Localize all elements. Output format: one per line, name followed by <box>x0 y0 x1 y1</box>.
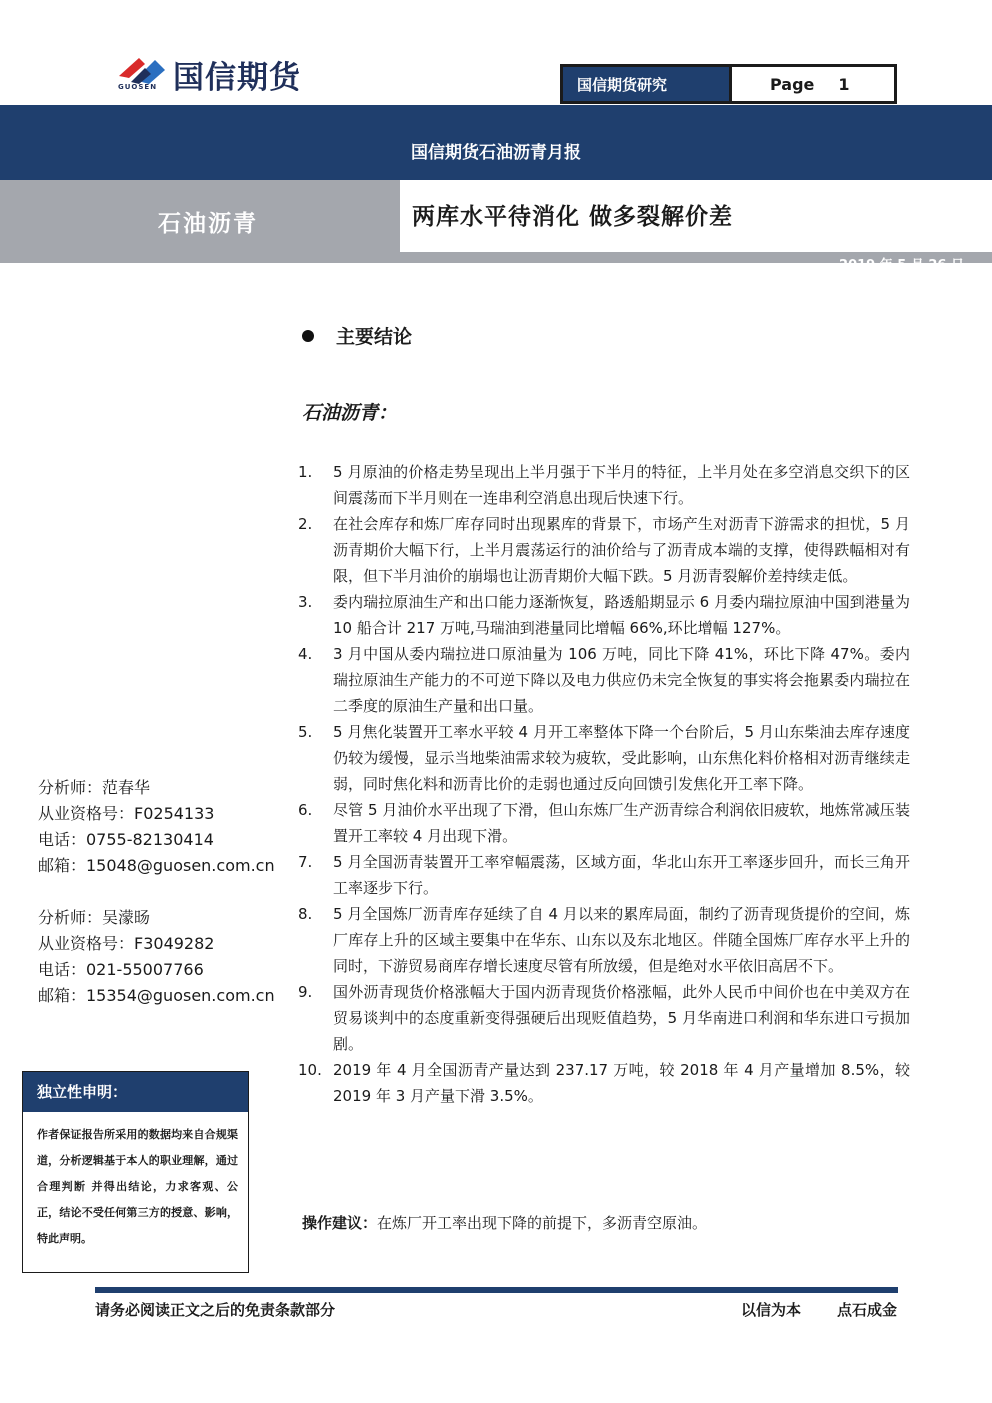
analyst-name: 分析师：范春华 <box>38 778 151 797</box>
page-header-box <box>560 64 897 104</box>
list-item <box>298 979 910 1057</box>
advice-label: 操作建议： <box>302 1214 378 1232</box>
slogan-2: 点石成金 <box>836 1301 897 1319</box>
item-number: 10. <box>298 1061 322 1079</box>
report-headline: 两库水平待消化 做多裂解价差 <box>412 204 734 230</box>
item-number: 5. <box>298 723 313 741</box>
item-text: 委内瑞拉原油生产和出口能力逐渐恢复，路透船期显示 6 月委内瑞拉原油中国到港量为 10 船合计 217 万吨,马瑞油到港量同比增幅 66%,环比增幅 127%。 <box>333 593 910 637</box>
list-item <box>298 797 910 849</box>
list-item <box>298 641 910 719</box>
operation-advice <box>302 1210 707 1236</box>
research-label: 国信期货研究 <box>563 67 729 101</box>
analyst-card <box>38 905 275 1009</box>
logo-text: 国信期货 <box>173 60 301 96</box>
item-number: 6. <box>298 801 313 819</box>
analyst-card <box>38 775 275 879</box>
analyst-phone: 电话：0755-82130414 <box>38 830 214 849</box>
page-number: 1 <box>838 74 850 94</box>
item-text: 2019 年 4 月全国沥青产量达到 237.17 万吨，较 2018 年 4 月产量增加 8.5%，较 2019 年 3 月产量下滑 3.5%。 <box>333 1061 910 1105</box>
page-indicator <box>729 67 894 101</box>
list-item <box>298 589 910 641</box>
slogan-1: 以信为本 <box>740 1301 801 1319</box>
list-item <box>298 511 910 589</box>
company-logo <box>115 50 355 94</box>
list-item <box>298 719 910 797</box>
independence-declaration <box>22 1071 249 1273</box>
item-text: 国外沥青现货价格涨幅大于国内沥青现货价格涨幅，此外人民币中间价也在中美双方在贸易谈判中的态度重新变得强硬后出现贬值趋势，5 月华南进口利润和华东进口亏损加剧。 <box>333 983 910 1053</box>
subsection-title: 石油沥青： <box>302 402 398 424</box>
item-text: 5 月焦化装置开工率水平较 4 月开工率整体下降一个台阶后，5 月山东柴油去库存速度仍较为缓慢，显示当地柴油需求较为疲软，受此影响，山东焦化料价格相对沥青继续走弱，同时焦化料和沥青比价的走弱也通过反向回馈引发焦化开工率下降。 <box>333 723 910 793</box>
report-title: 国信期货石油沥青月报 <box>411 143 581 163</box>
footer-slogan <box>741 1299 897 1320</box>
analyst-name: 分析师：吴濛旸 <box>38 908 151 927</box>
declaration-body: 作者保证报告所采用的数据均来自合规渠道，分析逻辑基于本人的职业理解，通过合理判断 并得出结论，力求客观、公正，结论不受任何第三方的授意、影响，特此声明。 <box>37 1128 238 1245</box>
item-text: 尽管 5 月油价水平出现了下滑，但山东炼厂生产沥青综合利润依旧疲软，地炼常减压装置开工率较 4 月出现下滑。 <box>333 801 910 845</box>
page-label: Page <box>770 74 815 94</box>
item-number: 9. <box>298 983 313 1001</box>
item-number: 8. <box>298 905 313 923</box>
advice-text: 在炼厂开工率出现下降的前提下，多沥青空原油。 <box>377 1214 708 1232</box>
item-number: 4. <box>298 645 313 663</box>
analyst-email: 邮箱：15354@guosen.com.cn <box>38 986 275 1005</box>
item-text: 5 月全国炼厂沥青库存延续了自 4 月以来的累库局面，制约了沥青现货提价的空间，炼厂库存上升的区域主要集中在华东、山东以及东北地区。伴随全国炼厂库存水平上升的同时，下游贸易商库存增长速度尽管有所放缓，但是绝对水平依旧高居不下。 <box>333 905 910 975</box>
list-item <box>298 901 910 979</box>
footer-divider <box>95 1287 898 1293</box>
logo-subtext: GUOSEN <box>118 83 158 91</box>
item-number: 3. <box>298 593 313 611</box>
list-item <box>298 1057 910 1109</box>
item-text: 5 月原油的价格走势呈现出上半月强于下半月的特征，上半月处在多空消息交织下的区间震荡而下半月则在一连串利空消息出现后快速下行。 <box>333 463 910 507</box>
analyst-email: 邮箱：15048@guosen.com.cn <box>38 856 275 875</box>
bullet-icon <box>302 330 314 342</box>
analyst-phone: 电话：021-55007766 <box>38 960 204 979</box>
item-text: 3 月中国从委内瑞拉进口原油量为 106 万吨，同比下降 41%，环比下降 47%。委内瑞拉原油生产能力的不可逆下降以及电力供应仍未完全恢复的事实将会拖累委内瑞拉在二季度的原油生产量和出口量。 <box>333 645 910 715</box>
list-item <box>298 459 910 511</box>
analyst-license: 从业资格号：F0254133 <box>38 804 215 823</box>
section-title: 主要结论 <box>336 326 413 348</box>
declaration-title: 独立性申明： <box>23 1072 248 1112</box>
item-number: 2. <box>298 515 313 533</box>
analyst-license: 从业资格号：F3049282 <box>38 934 215 953</box>
report-date: 2019 年 5 月 26 日 <box>839 258 964 273</box>
item-number: 1. <box>298 463 313 481</box>
item-text: 在社会库存和炼厂库存同时出现累库的背景下，市场产生对沥青下游需求的担忧，5 月沥青期价大幅下行，上半月震荡运行的油价给与了沥青成本端的支撑，使得跌幅相对有限，但下半月油价的崩塌也让沥青期价大幅下跌。5 月沥青裂解价差持续走低。 <box>333 515 910 585</box>
item-text: 5 月全国沥青装置开工率窄幅震荡，区域方面，华北山东开工率逐步回升，而长三角开工率逐步下行。 <box>333 853 910 897</box>
section-heading <box>302 322 412 349</box>
conclusion-list <box>298 459 910 1109</box>
list-item <box>298 849 910 901</box>
sector-label: 石油沥青 <box>158 211 258 237</box>
item-number: 7. <box>298 853 313 871</box>
footer-disclaimer: 请务必阅读正文之后的免责条款部分 <box>95 1301 336 1319</box>
